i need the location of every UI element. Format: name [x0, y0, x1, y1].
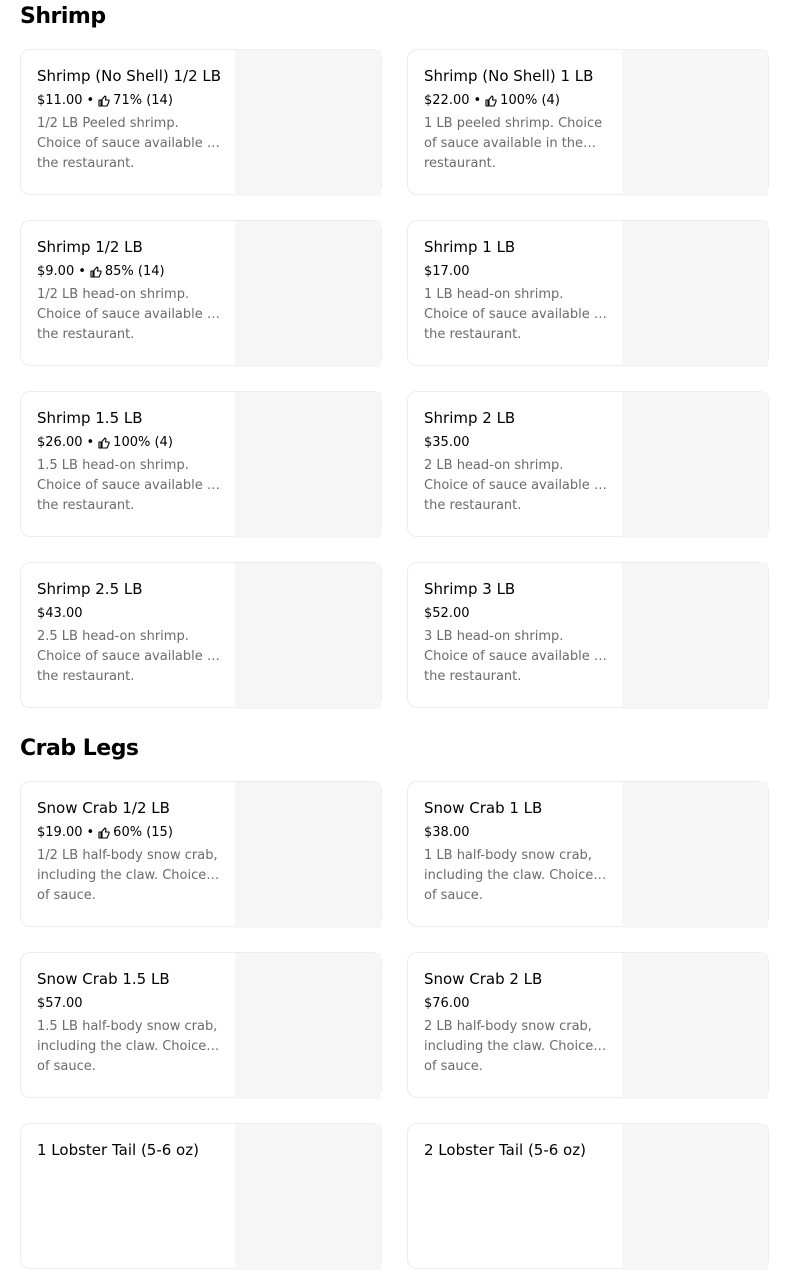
- separator-dot: •: [86, 435, 95, 450]
- item-meta: [37, 92, 237, 110]
- item-description: 1/2 LB half-body snow crab, including the claw. Choice of sauce.: [37, 848, 218, 903]
- item-image-placeholder: [235, 392, 381, 538]
- item-image-placeholder: [235, 782, 381, 928]
- item-name: Shrimp 2.5 LB: [37, 580, 143, 598]
- item-name: Shrimp (No Shell) 1/2 LB: [37, 67, 222, 85]
- item-meta: [37, 824, 237, 842]
- item-meta: [37, 995, 237, 1013]
- item-meta: [424, 605, 624, 623]
- item-description: 1 LB half-body snow crab, including the claw. Choice of sauce.: [424, 848, 594, 903]
- item-rating: 100% (4): [113, 435, 173, 450]
- thumbs-up-icon: [90, 266, 102, 278]
- thumbs-up-icon: [485, 95, 497, 107]
- item-image-placeholder: [235, 953, 381, 1099]
- item-price: $43.00: [37, 606, 83, 621]
- item-price: $19.00: [37, 825, 83, 840]
- item-image-placeholder: [235, 50, 381, 196]
- item-description: 1/2 LB head-on shrimp. Choice of sauce available in the restaurant.: [37, 287, 219, 342]
- item-name: Shrimp 1 LB: [424, 238, 516, 256]
- menu-item-card[interactable]: [407, 562, 769, 708]
- item-meta: [424, 995, 624, 1013]
- item-name: Shrimp 2 LB: [424, 409, 516, 427]
- item-meta: [37, 434, 237, 452]
- item-price: $38.00: [424, 825, 470, 840]
- item-price: $17.00: [424, 264, 470, 279]
- item-name: 1 Lobster Tail (5-6 oz): [37, 1141, 199, 1159]
- item-image-placeholder: [622, 50, 768, 196]
- item-price: $76.00: [424, 996, 470, 1011]
- item-meta: [424, 824, 624, 842]
- item-rating: 85% (14): [104, 264, 165, 279]
- item-name: 2 Lobster Tail (5-6 oz): [424, 1141, 586, 1159]
- menu-item-card[interactable]: [20, 952, 382, 1098]
- item-name: Snow Crab 1.5 LB: [37, 970, 170, 988]
- item-rating: 71% (14): [113, 93, 173, 108]
- item-price: $26.00: [37, 435, 83, 450]
- menu-item-card[interactable]: [407, 1123, 769, 1269]
- item-description: 1 LB peeled shrimp. Choice of sauce available in the restaurant.: [424, 116, 603, 171]
- thumbs-up-icon: [98, 827, 110, 839]
- menu-item-card[interactable]: [20, 781, 382, 927]
- item-image-placeholder: [622, 1124, 768, 1270]
- item-price: $22.00: [424, 93, 470, 108]
- item-name: Shrimp 1/2 LB: [37, 238, 143, 256]
- item-description: 1/2 LB Peeled shrimp. Choice of sauce available in the restaurant.: [37, 116, 219, 171]
- item-image-placeholder: [622, 953, 768, 1099]
- item-name: Shrimp (No Shell) 1 LB: [424, 67, 594, 85]
- section-title-shrimp: Shrimp: [20, 4, 106, 29]
- section-title-crab-legs: Crab Legs: [20, 736, 139, 761]
- menu-item-card[interactable]: [20, 1123, 382, 1269]
- separator-dot: •: [86, 825, 95, 840]
- item-image-placeholder: [235, 221, 381, 367]
- item-description: 1.5 LB head-on shrimp. Choice of sauce available in the restaurant.: [37, 458, 219, 513]
- menu-item-card[interactable]: [407, 49, 769, 195]
- item-image-placeholder: [622, 392, 768, 538]
- item-description: 2.5 LB head-on shrimp. Choice of sauce available in the restaurant.: [37, 629, 219, 684]
- item-description: 3 LB head-on shrimp. Choice of sauce available in the restaurant.: [424, 629, 606, 684]
- item-meta: [424, 92, 624, 110]
- item-name: Shrimp 3 LB: [424, 580, 516, 598]
- item-meta: [37, 605, 237, 623]
- item-rating: 60% (15): [113, 825, 173, 840]
- item-name: Snow Crab 1 LB: [424, 799, 543, 817]
- thumbs-up-icon: [98, 437, 110, 449]
- item-image-placeholder: [622, 782, 768, 928]
- menu-item-card[interactable]: [407, 220, 769, 366]
- item-price: $11.00: [37, 93, 83, 108]
- item-image-placeholder: [622, 221, 768, 367]
- item-rating: 100% (4): [500, 93, 560, 108]
- item-image-placeholder: [622, 563, 768, 709]
- item-description: 2 LB head-on shrimp. Choice of sauce available in the restaurant.: [424, 458, 606, 513]
- item-image-placeholder: [235, 1124, 381, 1270]
- item-price: $9.00: [37, 264, 75, 279]
- item-price: $35.00: [424, 435, 470, 450]
- separator-dot: •: [86, 93, 95, 108]
- item-meta: [37, 263, 237, 281]
- item-name: Shrimp 1.5 LB: [37, 409, 143, 427]
- item-image-placeholder: [235, 563, 381, 709]
- item-price: $57.00: [37, 996, 83, 1011]
- item-meta: [424, 434, 624, 452]
- item-description: 1 LB head-on shrimp. Choice of sauce available in the restaurant.: [424, 287, 606, 342]
- item-price: $52.00: [424, 606, 470, 621]
- item-description: 1.5 LB half-body snow crab, including the claw. Choice of sauce.: [37, 1019, 218, 1074]
- menu-item-card[interactable]: [407, 952, 769, 1098]
- separator-dot: •: [78, 264, 86, 279]
- separator-dot: •: [473, 93, 482, 108]
- item-description: 2 LB half-body snow crab, including the claw. Choice of sauce.: [424, 1019, 594, 1074]
- item-name: Snow Crab 1/2 LB: [37, 799, 170, 817]
- menu-item-card[interactable]: [20, 49, 382, 195]
- menu-item-card[interactable]: [20, 220, 382, 366]
- menu-item-card[interactable]: [20, 562, 382, 708]
- menu-item-card[interactable]: [407, 781, 769, 927]
- menu-item-card[interactable]: [407, 391, 769, 537]
- thumbs-up-icon: [98, 95, 110, 107]
- menu-item-card[interactable]: [20, 391, 382, 537]
- item-name: Snow Crab 2 LB: [424, 970, 543, 988]
- item-meta: [424, 263, 624, 281]
